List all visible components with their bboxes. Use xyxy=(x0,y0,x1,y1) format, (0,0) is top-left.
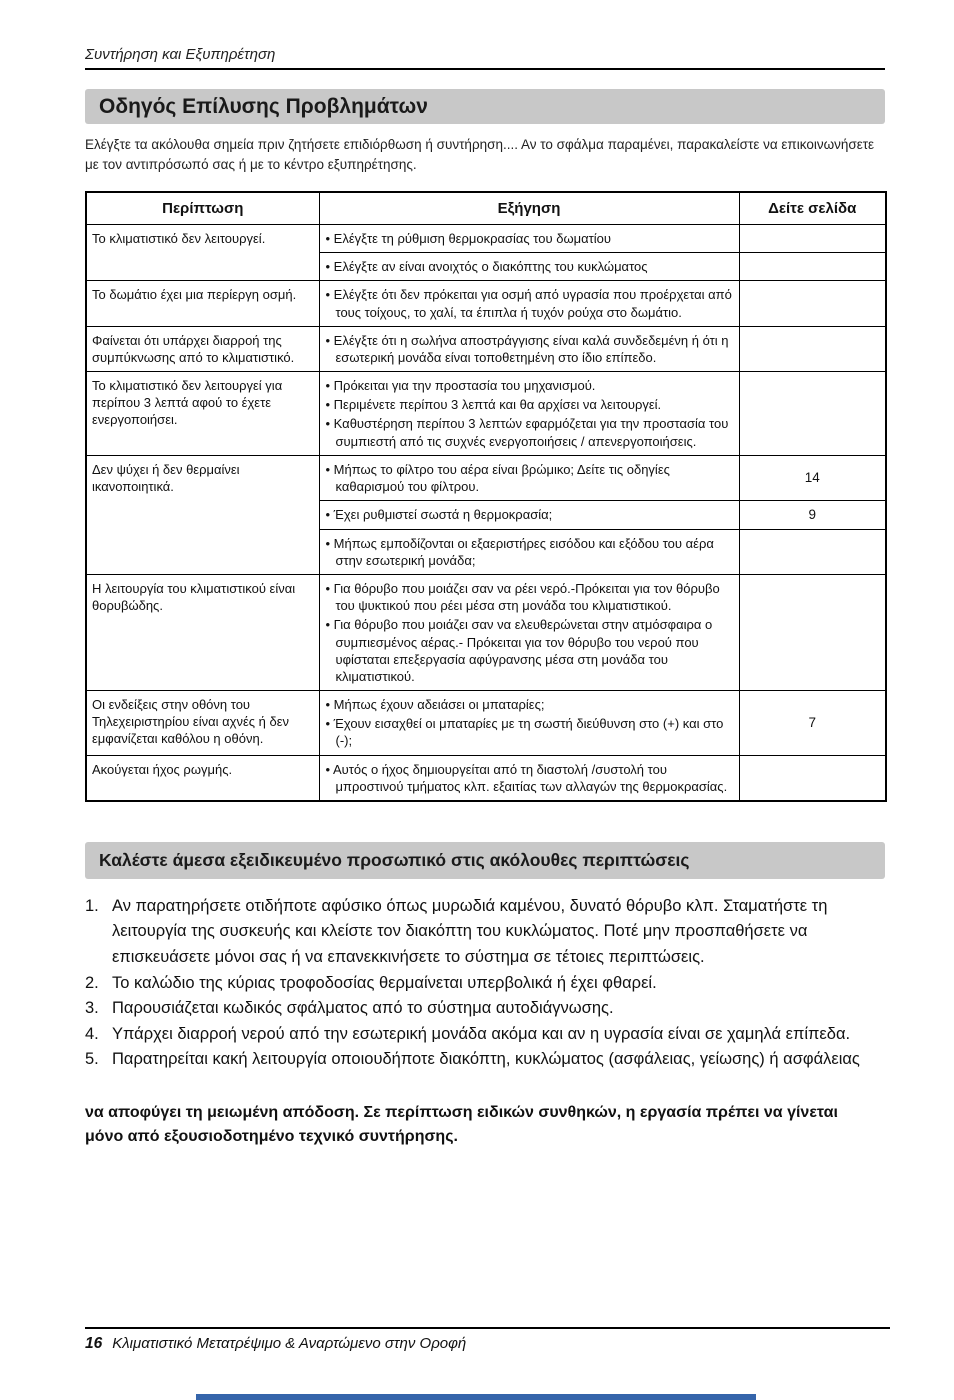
explanation-cell xyxy=(319,529,739,574)
explanation-bullet: • Ελέγξτε αν είναι ανοιχτός ο διακόπτης του κυκλώματος xyxy=(325,259,648,275)
list-item-number: 5. xyxy=(85,1050,99,1069)
table-row xyxy=(86,755,886,801)
footer-title: Κλιματιστικό Μετατρέψιμο & Αναρτώμενο στην Οροφή xyxy=(112,1335,467,1352)
call-service-title-bar xyxy=(85,842,885,879)
list-item-number: 3. xyxy=(85,999,99,1018)
next-page-edge xyxy=(196,1394,756,1400)
explanation-cell xyxy=(319,281,739,326)
table-row xyxy=(86,372,886,456)
column-header-explanation: Εξήγηση xyxy=(319,192,739,225)
list-item-text: Υπάρχει διαρροή νερού από την εσωτερική μονάδα ακόμα και αν η υγρασία είναι σε χαμηλά επίπεδα. xyxy=(112,1024,851,1043)
explanation-bullet: • Για θόρυβο που μοιάζει σαν να ρέει νερό.-Πρόκειται για τον θόρυβο του ψυκτικού που ρέει μέσα στη μονάδα του κλιματιστικού. xyxy=(325,581,720,614)
case-cell: Το δωμάτιο έχει μια περίεργη οσμή. xyxy=(86,281,319,326)
explanation-cell xyxy=(319,326,739,371)
explanation-bullet: • Για θόρυβο που μοιάζει σαν να ελευθερώνεται στην ατμόσφαιρα ο συμπιεσμένος αέρας.- Πρόκειται για τον θόρυβο του νερού που υφίσταται επεξεργασία αφύγρανσης μέσα στη μονάδα του κλιματιστικού. xyxy=(325,617,713,684)
explanation-bullet: • Περιμένετε περίπου 3 λεπτά και θα αρχίσει να λειτουργεί. xyxy=(325,397,662,413)
list-item-text: Παρατηρείται κακή λειτουργία οποιουδήποτε διακόπτη, κυκλώματος (ασφάλειας, γείωσης) ή ασφάλειας xyxy=(112,1050,860,1069)
explanation-bullet: • Πρόκειται για την προστασία του μηχανισμού. xyxy=(325,378,596,394)
table-row xyxy=(86,575,886,691)
explanation-bullet: • Έχει ρυθμιστεί σωστά η θερμοκρασία; xyxy=(325,507,553,522)
explanation-bullet: • Αυτός ο ήχος δημιουργείται από τη διαστολή /συστολή του μπροστινού τμήματος κλπ. εξαιτίας των αλλαγών της θερμοκρασίας. xyxy=(325,761,728,794)
page-ref-cell: 7 xyxy=(739,691,886,755)
running-header xyxy=(85,46,885,70)
explanation-bullet: • Ελέγξτε ότι δεν πρόκειται για οσμή από υγρασία που προέρχεται από τους τοίχους, το χαλί, τα έπιπλα ή τυχόν ρούχα στο δωμάτιο. xyxy=(325,287,732,320)
table-row xyxy=(86,225,886,253)
table-header-row xyxy=(86,192,886,225)
explanation-bullet: • Μήπως έχουν αδειάσει οι μπαταρίες; xyxy=(325,697,545,713)
explanation-cell xyxy=(319,372,739,456)
list-item xyxy=(85,1047,885,1073)
page-ref-cell xyxy=(739,253,886,281)
page-footer xyxy=(85,1327,890,1353)
page-ref-cell: 9 xyxy=(739,501,886,530)
list-item-number: 1. xyxy=(85,896,99,915)
case-cell: Ακούγεται ήχος ρωγμής. xyxy=(86,755,319,801)
page-ref-cell xyxy=(739,755,886,801)
explanation-cell xyxy=(319,501,739,530)
page-ref-cell xyxy=(739,281,886,326)
troubleshooting-table xyxy=(85,191,887,802)
explanation-cell xyxy=(319,691,739,755)
list-item xyxy=(85,894,885,971)
list-item xyxy=(85,996,885,1022)
table-row xyxy=(86,691,886,755)
explanation-cell xyxy=(319,575,739,691)
list-item-text: Παρουσιάζεται κωδικός σφάλματος από το σύστημα αυτοδιάγνωσης. xyxy=(112,999,614,1018)
explanation-cell xyxy=(319,755,739,801)
intro-paragraph: Ελέγξτε τα ακόλουθα σημεία πριν ζητήσετε επιδιόρθωση ή συντήρηση.... Αν το σφάλμα παραμένει, παρακαλείστε να επικοινωνήσετε με τον αντιπρόσωπό σας ή με το κέντρο εξυπηρέτησης. xyxy=(85,137,875,172)
page-ref-cell xyxy=(739,326,886,371)
explanation-bullet: • Ελέγξτε ότι η σωλήνα αποστράγγισης είναι καλά συνδεδεμένη ή ότι η εσωτερική μονάδα είναι τοποθετημένη στο ίδιο επίπεδο. xyxy=(325,332,729,365)
explanation-bullet: • Ελέγξτε τη ρύθμιση θερμοκρασίας του δωματίου xyxy=(325,231,611,247)
troubleshooting-title-bar xyxy=(85,89,885,124)
page-ref-cell xyxy=(739,372,886,456)
page-ref-cell xyxy=(739,575,886,691)
footer-page-number: 16 xyxy=(85,1335,103,1352)
call-service-title-text: Καλέστε άμεσα εξειδικευμένο προσωπικό στις ακόλουθες περιπτώσεις xyxy=(99,849,690,870)
list-item xyxy=(85,1022,885,1048)
explanation-cell xyxy=(319,225,739,253)
case-cell: Οι ενδείξεις στην οθόνη του Τηλεχειριστηρίου είναι αχνές ή δεν εμφανίζεται καθόλου η οθόνη. xyxy=(86,691,319,755)
explanation-cell xyxy=(319,253,739,281)
table-row xyxy=(86,281,886,326)
call-service-list xyxy=(85,894,885,1073)
troubleshooting-title-text: Οδηγός Επίλυσης Προβλημάτων xyxy=(99,94,428,118)
case-cell: Φαίνεται ότι υπάρχει διαρροή της συμπύκνωσης από το κλιματιστικό. xyxy=(86,326,319,371)
explanation-bullet: • Μήπως το φίλτρο του αέρα είναι βρώμικο; Δείτε τις οδηγίες καθαρισμού του φίλτρου. xyxy=(325,461,670,494)
list-item-number: 4. xyxy=(85,1024,99,1043)
list-item xyxy=(85,971,885,997)
running-header-text: Συντήρηση και Εξυπηρέτηση xyxy=(85,46,276,63)
page-ref-cell xyxy=(739,225,886,253)
case-cell: Δεν ψύχει ή δεν θερμαίνει ικανοποιητικά. xyxy=(86,455,319,574)
case-cell: Η λειτουργία του κλιματιστικού είναι θορυβώδης. xyxy=(86,575,319,691)
explanation-cell xyxy=(319,455,739,500)
page-ref-cell xyxy=(739,529,886,574)
list-item-number: 2. xyxy=(85,973,99,992)
service-note: να αποφύγει τη μειωμένη απόδοση. Σε περίπτωση ειδικών συνθηκών, η εργασία πρέπει να γίνεται μόνο από εξουσιοδοτημένο τεχνικό συντήρησης. xyxy=(85,1103,838,1145)
list-item-text: Το καλώδιο της κύριας τροφοδοσίας θερμαίνεται υπερβολικά ή έχει φθαρεί. xyxy=(112,973,657,992)
explanation-bullet: • Έχουν εισαχθεί οι μπαταρίες με τη σωστή διεύθυνση στο (+) και στο (-); xyxy=(325,716,724,749)
explanation-bullet: • Καθυστέρηση περίπου 3 λεπτών εφαρμόζεται για την προστασία του συμπιεστή από τις συχνές ενεργοποιήσεις / απενεργοποιήσεις. xyxy=(325,416,729,449)
case-cell: Το κλιματιστικό δεν λειτουργεί για περίπου 3 λεπτά αφού το έχετε ενεργοποιήσει. xyxy=(86,372,319,456)
explanation-bullet: • Μήπως εμποδίζονται οι εξαεριστήρες εισόδου και εξόδου του αέρα στην εσωτερική μονάδα; xyxy=(325,535,714,568)
column-header-page: Δείτε σελίδα xyxy=(739,192,886,225)
list-item-text: Αν παρατηρήσετε οτιδήποτε αφύσικο όπως μυρωδιά καμένου, δυνατό θόρυβο κλπ. Σταματήστε τη λειτουργία της συσκευής και κλείστε τον διακόπτη του κυκλώματος. Ποτέ μην προσπαθήσετε να επισκευάσετε μόνοι σας ή να επανεκκινήσετε το σύστημα σε τέτοιες περιπτώσεις. xyxy=(112,896,828,966)
column-header-case: Περίπτωση xyxy=(86,192,319,225)
table-row xyxy=(86,455,886,500)
case-cell: Το κλιματιστικό δεν λειτουργεί. xyxy=(86,225,319,281)
table-row xyxy=(86,326,886,371)
page-ref-cell: 14 xyxy=(739,455,886,500)
